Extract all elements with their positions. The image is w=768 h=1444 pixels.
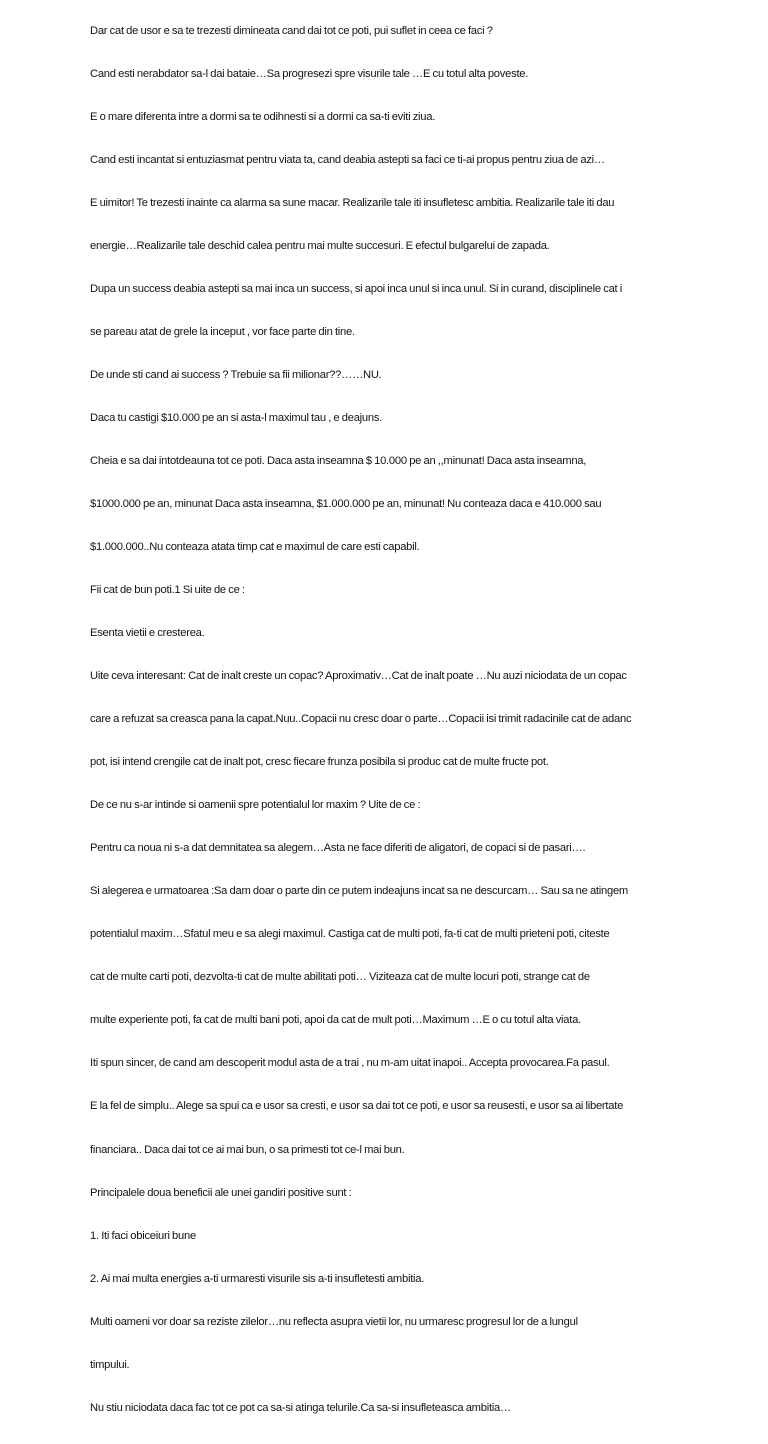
text-line: Multi oameni vor doar sa reziste zilelor…nu reflecta asupra vietii lor, nu urmaresc progresul lor de a lungul [90, 1315, 578, 1328]
text-line: cat de multe carti poti, dezvolta-ti cat de multe abilitati poti… Viziteaza cat de multe locuri poti, strange cat de [90, 971, 590, 984]
text-line: Principalele doua beneficii ale unei gandiri positive sunt : [90, 1186, 352, 1199]
text-line: Cand esti nerabdator sa-l dai bataie…Sa progresezi spre visurile tale …E cu totul alta poveste. [90, 67, 529, 80]
text-line: De ce nu s-ar intinde si oamenii spre potentialul lor maxim ? Uite de ce : [90, 799, 421, 812]
text-line: Esenta vietii e cresterea. [90, 627, 205, 640]
text-line: care a refuzat sa creasca pana la capat.Nuu..Copacii nu cresc doar o parte…Copacii isi trimit radacinile cat de adanc [90, 713, 632, 726]
text-line: Nu stiu niciodata daca fac tot ce pot ca sa-si atinga telurile.Ca sa-si insufleteasca ambitia… [90, 1401, 511, 1414]
text-line: 2. Ai mai multa energies a-ti urmaresti visurile sis a-ti insufletesti ambitia. [90, 1272, 425, 1285]
text-line: Dar cat de usor e sa te trezesti dimineata cand dai tot ce poti, pui suflet in ceea ce faci ? [90, 24, 493, 37]
text-line: $1000.000 pe an, minunat Daca asta inseamna, $1.000.000 pe an, minunat! Nu conteaza daca e 410.000 sau [90, 498, 602, 511]
text-line: Fii cat de bun poti.1 Si uite de ce : [90, 584, 245, 597]
text-line: E o mare diferenta intre a dormi sa te odihnesti si a dormi ca sa-ti eviti ziua. [90, 110, 436, 123]
text-line: Cheia e sa dai intotdeauna tot ce poti. Daca asta inseamna $ 10.000 pe an ,,minunat! Daca asta inseamna, [90, 455, 587, 467]
text-line: se pareau atat de grele la inceput , vor face parte din tine. [90, 325, 355, 338]
text-line: timpului. [90, 1358, 130, 1371]
text-line: Dupa un success deabia astepti sa mai inca un success, si apoi inca unul si inca unul. Si in curand, disciplinele cat i [90, 282, 622, 295]
text-line: $1.000.000..Nu conteaza atata timp cat e maximul de care esti capabil. [90, 541, 420, 554]
text-line: Daca tu castigi $10.000 pe an si asta-l maximul tau , e deajuns. [90, 411, 383, 424]
text-line: 1. Iti faci obiceiuri bune [90, 1229, 196, 1242]
text-line: financiara.. Daca dai tot ce ai mai bun, o sa primesti tot ce-l mai bun. [90, 1143, 405, 1156]
document-body [90, 0, 690, 1444]
text-line: Pentru ca noua ni s-a dat demnitatea sa alegem…Asta ne face diferiti de aligatori, de copaci si de pasari…. [90, 842, 586, 855]
text-line: energie…Realizarile tale deschid calea pentru mai multe succesuri. E efectul bulgarelui de zapada. [90, 239, 550, 252]
text-line: Uite ceva interesant: Cat de inalt creste un copac? Aproximativ…Cat de inalt poate …Nu auzi niciodata de un copac [90, 670, 627, 683]
text-line: Si alegerea e urmatoarea :Sa dam doar o parte din ce putem indeajuns incat sa ne descurcam… Sau sa ne atingem [90, 885, 628, 898]
text-line: potentialul maxim…Sfatul meu e sa alegi maximul. Castiga cat de multi poti, fa-ti cat de multi prieteni poti, citeste [90, 928, 610, 941]
text-line: E la fel de simplu.. Alege sa spui ca e usor sa cresti, e usor sa dai tot ce poti, e usor sa reusesti, e usor sa ai libertate [90, 1100, 624, 1113]
text-line: multe experiente poti, fa cat de multi bani poti, apoi da cat de mult poti…Maximum …E o cu totul alta viata. [90, 1014, 581, 1027]
text-line: Iti spun sincer, de cand am descoperit modul asta de a trai , nu m-am uitat inapoi.. Accepta provocarea.Fa pasul. [90, 1057, 610, 1070]
text-line: E uimitor! Te trezesti inainte ca alarma sa sune macar. Realizarile tale iti insufletesc ambitia. Realizarile tale iti dau [90, 196, 615, 209]
text-line: Cand esti incantat si entuziasmat pentru viata ta, cand deabia astepti sa faci ce ti-ai propus pentru ziua de azi… [90, 153, 605, 166]
text-line: pot, isi intend crengile cat de inalt pot, cresc fiecare frunza posibila si produc cat de multe fructe pot. [90, 756, 549, 769]
text-line: De unde sti cand ai success ? Trebuie sa fii milionar??……NU. [90, 368, 382, 381]
